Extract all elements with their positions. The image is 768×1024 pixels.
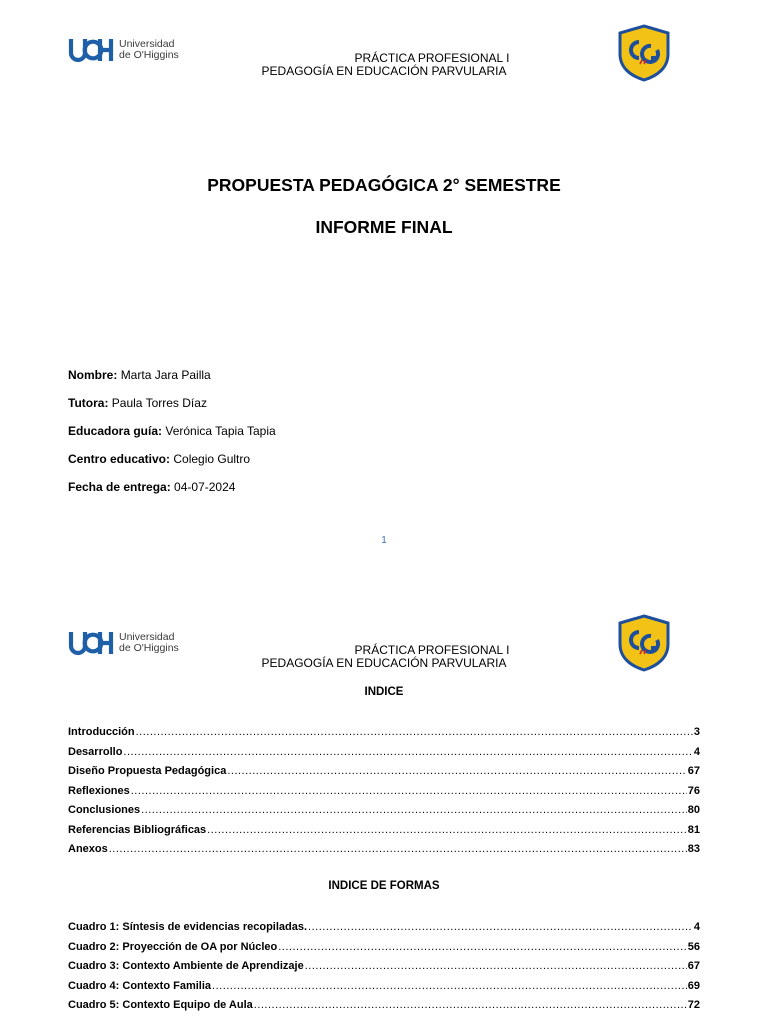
toc-entry-label[interactable]: Cuadro 2: Proyección de OA por Núcleo bbox=[68, 940, 278, 953]
toc-entry-label[interactable]: Diseño Propuesta Pedagógica bbox=[68, 765, 227, 777]
cover-info bbox=[68, 368, 276, 508]
info-row-nombre bbox=[68, 368, 276, 396]
toc-entry[interactable] bbox=[68, 785, 700, 805]
info-value: Paula Torres Díaz bbox=[111, 396, 207, 410]
university-name-line1: Universidad bbox=[119, 38, 175, 50]
forms-toc-entry[interactable] bbox=[68, 960, 700, 980]
info-value: Verónica Tapia Tapia bbox=[165, 424, 276, 438]
school-shield-icon bbox=[617, 24, 671, 82]
toc-entry-label[interactable]: Cuadro 3: Contexto Ambiente de Aprendizaje bbox=[68, 960, 304, 972]
toc-entry-page: 81 bbox=[687, 823, 700, 836]
document-subtitle: INFORME FINAL bbox=[315, 217, 453, 237]
info-row-fecha bbox=[68, 480, 276, 508]
info-row-tutora bbox=[68, 396, 276, 424]
document-title: PROPUESTA PEDAGÓGICA 2° SEMESTRE bbox=[207, 175, 561, 195]
info-label: Tutora: bbox=[68, 396, 109, 410]
forms-table-of-contents bbox=[68, 921, 700, 1019]
info-value: Colegio Gultro bbox=[173, 452, 251, 466]
toc-entry-page: 69 bbox=[687, 979, 700, 992]
toc-entry-page: 67 bbox=[687, 765, 700, 777]
header-line-2: PEDAGOGÍA EN EDUCACIÓN PARVULARIA bbox=[261, 656, 507, 670]
toc-entry-label[interactable]: Cuadro 1: Síntesis de evidencias recopiladas. bbox=[68, 921, 308, 933]
toc-entry-page: 56 bbox=[687, 940, 700, 953]
toc-entry[interactable] bbox=[68, 726, 700, 746]
forms-toc-entry[interactable] bbox=[68, 921, 700, 941]
toc-leader bbox=[308, 921, 693, 934]
toc-leader bbox=[212, 980, 687, 993]
forms-index-title: INDICE DE FORMAS bbox=[328, 880, 440, 892]
toc-leader bbox=[131, 785, 687, 798]
toc-leader bbox=[254, 999, 687, 1012]
toc-entry-page: 72 bbox=[687, 999, 700, 1011]
toc-leader bbox=[136, 726, 693, 739]
toc-entry[interactable] bbox=[68, 746, 700, 766]
toc-entry-page: 4 bbox=[693, 745, 700, 758]
toc-entry-label[interactable]: Cuadro 5: Contexto Equipo de Aula bbox=[68, 999, 253, 1011]
toc-leader bbox=[227, 765, 686, 778]
toc-entry-page: 67 bbox=[687, 960, 700, 972]
forms-toc-entry[interactable] bbox=[68, 999, 700, 1019]
toc-entry-label[interactable]: Introducción bbox=[68, 726, 135, 738]
toc-entry-label[interactable]: Reflexiones bbox=[68, 784, 130, 797]
toc-entry-label[interactable]: Anexos bbox=[68, 843, 108, 855]
toc-entry[interactable] bbox=[68, 824, 700, 844]
info-row-educadora bbox=[68, 424, 276, 452]
toc-entry-page: 80 bbox=[687, 804, 700, 816]
page-number: 1 bbox=[381, 535, 387, 546]
toc-entry-page: 76 bbox=[687, 784, 700, 797]
header-line-2: PEDAGOGÍA EN EDUCACIÓN PARVULARIA bbox=[261, 64, 507, 78]
index-title: INDICE bbox=[364, 686, 404, 698]
toc-entry-label[interactable]: Conclusiones bbox=[68, 804, 141, 816]
university-name-line1: Universidad bbox=[119, 631, 175, 643]
university-name-line2: de O'Higgins bbox=[119, 642, 179, 654]
toc-leader bbox=[207, 824, 687, 837]
header-line-1: PRÁCTICA PROFESIONAL I bbox=[354, 643, 510, 657]
toc-entry-page: 3 bbox=[693, 726, 700, 738]
toc-entry-label[interactable]: Cuadro 4: Contexto Familia bbox=[68, 979, 212, 992]
info-label: Centro educativo: bbox=[68, 452, 171, 466]
university-name-line2: de O'Higgins bbox=[119, 49, 179, 61]
toc-entry-page: 4 bbox=[693, 921, 700, 933]
forms-toc-entry[interactable] bbox=[68, 941, 700, 961]
info-label: Fecha de entrega: bbox=[68, 480, 171, 494]
toc-entry-page: 83 bbox=[687, 843, 700, 855]
forms-toc-entry[interactable] bbox=[68, 980, 700, 1000]
toc-entry[interactable] bbox=[68, 765, 700, 785]
toc-entry[interactable] bbox=[68, 804, 700, 824]
info-row-centro bbox=[68, 452, 276, 480]
toc-leader bbox=[123, 746, 692, 759]
toc-leader bbox=[305, 960, 687, 973]
toc-leader bbox=[141, 804, 687, 817]
school-shield-icon bbox=[617, 614, 671, 672]
table-of-contents bbox=[68, 726, 700, 863]
toc-entry-label[interactable]: Referencias Bibliográficas bbox=[68, 823, 207, 836]
toc-entry-label[interactable]: Desarrollo bbox=[68, 745, 123, 758]
toc-leader bbox=[109, 843, 687, 856]
info-value: Marta Jara Pailla bbox=[120, 368, 211, 382]
info-label: Nombre: bbox=[68, 368, 118, 382]
toc-leader bbox=[278, 941, 687, 954]
header-line-1: PRÁCTICA PROFESIONAL I bbox=[354, 51, 510, 65]
toc-entry[interactable] bbox=[68, 843, 700, 863]
info-label: Educadora guía: bbox=[68, 424, 163, 438]
info-value: 04-07-2024 bbox=[174, 480, 236, 494]
index-page bbox=[0, 574, 768, 1024]
